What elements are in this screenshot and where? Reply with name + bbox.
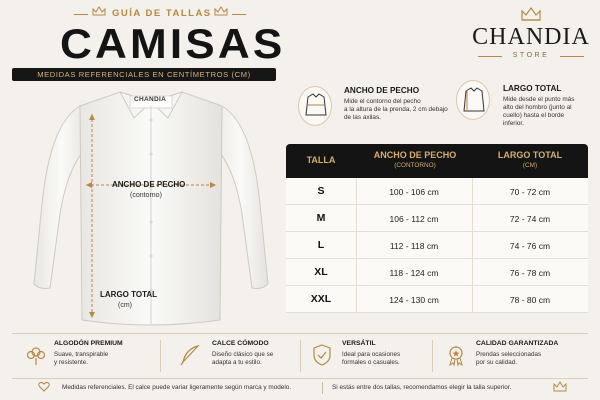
length-info-line4: inferior. [503,120,524,127]
chest-cell: 106 - 112 cm [389,214,439,224]
length-cell: 76 - 78 cm [509,268,551,278]
length-cell: 74 - 76 cm [509,241,551,251]
size-cell: M [316,212,326,224]
feature-line1: Prendas seleccionadas [476,351,542,358]
length-cell: 72 - 74 cm [509,214,551,224]
feature-divider [432,340,433,372]
heart-icon [38,381,50,392]
length-info-icon-frame [456,80,490,120]
feather-icon [178,343,202,367]
chest-cell: 100 - 106 cm [389,187,439,197]
feature-line1: Diseño clásico que se [212,351,274,358]
feature-divider [300,340,301,372]
guide-line-left [74,14,88,15]
chest-measure-sub: (contorno) [130,192,162,199]
brand-crown-icon [520,6,542,22]
feature-line2: y resistente. [54,359,88,366]
chest-info-line1: Mide el contorno del pecho [344,98,421,105]
shirt-length-icon [457,81,491,121]
brand-line-right [560,56,584,57]
feature-line2: por su calidad. [476,359,517,366]
shirt-chest-icon [299,87,333,127]
chest-cell: 112 - 118 cm [389,241,439,251]
feature-title: CALCE CÓMODO [212,340,269,347]
length-measure-sub: (cm) [118,302,132,309]
chest-cell: 124 - 130 cm [389,295,439,305]
footer-divider [322,382,323,394]
feature-line2: adapta a tu estilo. [212,359,262,366]
length-cell: 78 - 80 cm [509,295,551,305]
chest-measure-label: ANCHO DE PECHO [112,180,186,189]
feature-title: ALGODÓN PREMIUM [54,340,123,347]
feature-line1: Suave, transpirable [54,351,109,358]
col-chest-header: ANCHO DE PECHO [373,150,457,160]
feature-title: CALIDAD GARANTIZADA [476,340,559,347]
footer-left-text: Medidas referenciales. El calce puede variar ligeramente según marca y modelo. [62,384,292,391]
col-length-sub: (CM) [522,162,538,169]
chest-info-icon-frame [298,86,332,126]
guide-label: GUÍA DE TALLAS [112,8,212,19]
crown-icon [92,6,106,16]
size-cell: XXL [310,293,332,305]
page-title: CAMISAS [60,20,286,67]
size-cell: L [317,239,325,251]
col-size-header: TALLA [306,155,336,165]
chest-info-line3: de las axilas. [344,114,381,121]
col-chest-sub: (CONTORNO) [394,162,436,169]
size-cell: S [317,185,325,197]
length-cell: 70 - 72 cm [509,187,551,197]
length-info-title: LARGO TOTAL [503,84,562,93]
length-info-line3: cuello) hasta el borde [503,112,565,119]
feature-divider [160,340,161,372]
length-info-line1: Mide desde el punto más [503,96,575,103]
feature-title: VERSÁTIL [342,340,376,347]
col-length-header: LARGO TOTAL [497,150,563,160]
length-measure-label: LARGO TOTAL [100,290,158,299]
feature-line1: Ideal para ocasiones [342,351,401,358]
crown-icon [214,6,228,16]
size-cell: XL [314,266,328,278]
badge-icon [444,343,468,367]
brand-name: CHANDIA [472,24,590,50]
footer-right-text: Si estás entre dos tallas, recomendamos elegir la talla superior. [332,384,512,391]
chest-info-line2: a la altura de la prenda, 2 cm debajo [344,106,448,113]
feature-line2: formales o casuales. [342,359,400,366]
cotton-icon [24,343,48,367]
crown-icon [553,381,567,392]
shield-check-icon [310,343,334,367]
shirt-brand-tag: CHANDIA [134,96,167,103]
chest-cell: 118 - 124 cm [389,268,439,278]
brand-sub: STORE [512,52,550,59]
chest-info-title: ANCHO DE PECHO [344,86,420,95]
page-subtitle: MEDIDAS REFERENCIALES EN CENTÍMETROS (CM) [37,70,251,79]
guide-line-right [232,14,246,15]
length-info-line2: alto del hombro (junto al [503,104,572,111]
